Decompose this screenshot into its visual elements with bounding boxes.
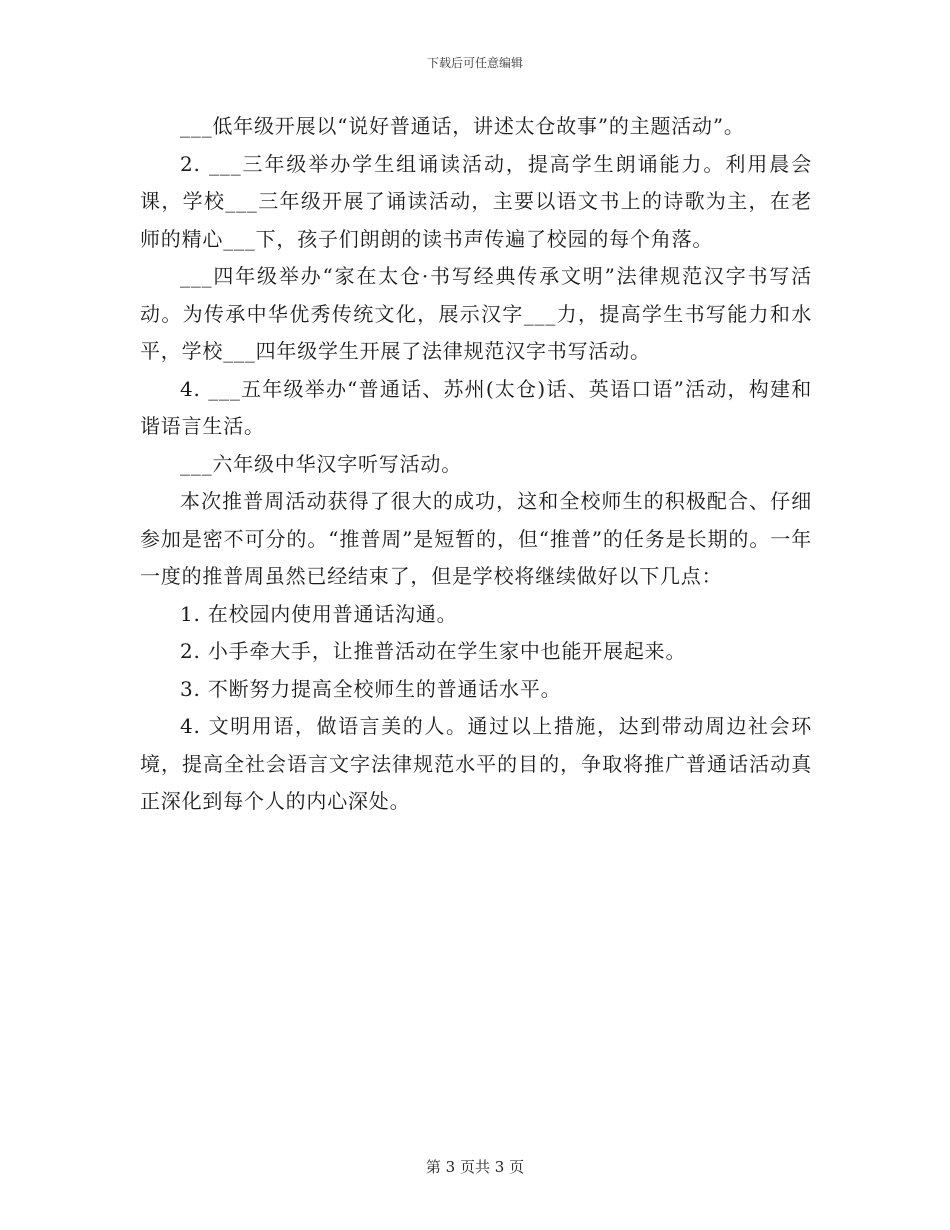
document-body	[140, 108, 812, 821]
paragraph-summary: 本次推普周活动获得了很大的成功，这和全校师生的积极配合、仔细参加是密不可分的。“推普周”是短暂的，但“推普”的任务是长期的。一年一度的推普周虽然已经结束了，但是学校将继续做好以下几点：	[140, 489, 812, 588]
paragraph-grade-four: ___四年级举办“家在太仓·书写经典传承文明”法律规范汉字书写活动。为传承中华优秀传统文化，展示汉字___力，提高学生书写能力和水平，学校___四年级学生开展了法律规范汉字书写活动。	[140, 264, 812, 363]
list-item-2: 2. 小手牵大手，让推普活动在学生家中也能开展起来。	[180, 639, 687, 663]
list-item-4: 4. 文明用语，做语言美的人。通过以上措施，达到带动周边社会环境，提高全社会语言文字法律规范水平的目的，争取将推广普通话活动真正深化到每个人的内心深处。	[140, 714, 812, 813]
paragraph-grade-three: 2. ___三年级举办学生组诵读活动，提高学生朗诵能力。利用晨会课，学校___三年级开展了诵读活动，主要以语文书上的诗歌为主，在老师的精心___下，孩子们朗朗的读书声传遍了校园的每个角落。	[140, 151, 812, 251]
page-footer: 第 3 页共 3 页	[425, 1158, 525, 1176]
paragraph-grade-five: 4. ___五年级举办“普通话、苏州(太仓)话、英语口语”活动，构建和谐语言生活。	[140, 376, 812, 438]
page-header: 下载后可任意编辑	[426, 56, 523, 70]
list-item-3: 3. 不断努力提高全校师生的普通话水平。	[180, 676, 562, 701]
list-item-1: 1. 在校园内使用普通话沟通。	[180, 601, 458, 626]
paragraph-low-grade: ___低年级开展以“说好普通话，讲述太仓故事”的主题活动”。	[180, 114, 745, 138]
paragraph-grade-six: ___六年级中华汉字听写活动。	[180, 451, 462, 476]
